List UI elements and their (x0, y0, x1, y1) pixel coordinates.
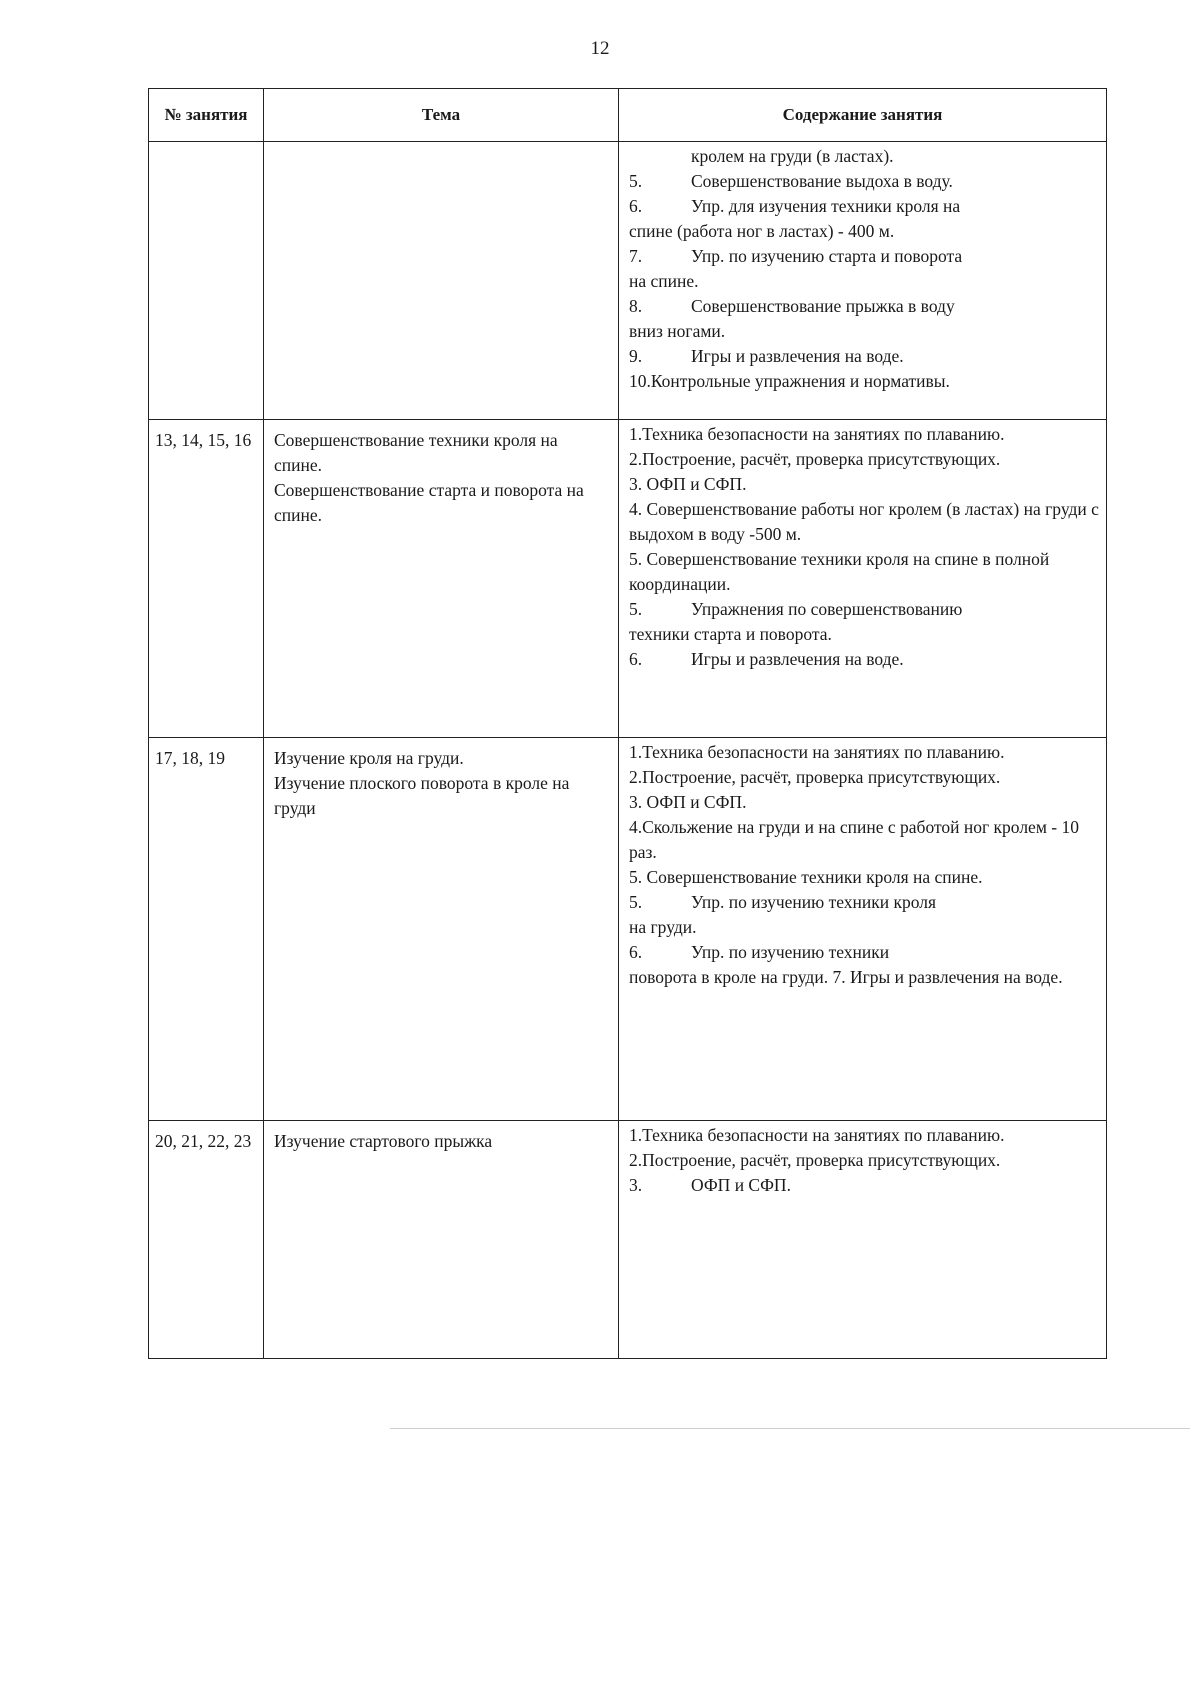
content-line: 1.Техника безопасности на занятиях по плаванию. (629, 424, 1005, 444)
content-line: на груди. (629, 917, 697, 937)
lesson-number-cell: 17, 18, 19 (149, 738, 264, 1121)
content-line: спине (работа ног в ластах) - 400 м. (629, 221, 895, 241)
content-line: 5. Совершенствование выдоха в воду. (629, 171, 953, 191)
content-line: 3. ОФП и СФП. (629, 474, 747, 494)
content-line: 1.Техника безопасности на занятиях по плаванию. (629, 1125, 1005, 1145)
table-row (149, 738, 1107, 1121)
content-line: 4.Скольжение на груди и на спине с работой ног кролем - 10 раз. (629, 817, 1079, 862)
theme-line: Изучение плоского поворота в кроле на груди (274, 773, 570, 818)
content-line: кролем на груди (в ластах). (691, 146, 894, 166)
content-line: 9. Игры и развлечения на воде. (629, 346, 904, 366)
scan-artifact-line (390, 1428, 1190, 1429)
theme-line: Изучение кроля на груди. (274, 748, 464, 768)
content-line: 5. Упр. по изучению техники кроля (629, 892, 937, 912)
content-line: 5. Совершенствование техники кроля на спине. (629, 867, 983, 887)
content-line: вниз ногами. (629, 321, 726, 341)
content-line: 8. Совершенствование прыжка в воду (629, 296, 955, 316)
header-content: Содержание занятия (619, 89, 1107, 142)
content-cell (619, 142, 1107, 420)
theme-line: Совершенствование старта и поворота на спине. (274, 480, 584, 525)
theme-line: Изучение стартового прыжка (274, 1131, 493, 1151)
content-line: 10.Контрольные упражнения и нормативы. (629, 371, 950, 391)
content-line: 1.Техника безопасности на занятиях по плаванию. (629, 742, 1005, 762)
header-lesson-number: № занятия (149, 89, 264, 142)
table-row (149, 1121, 1107, 1359)
lesson-number-cell: 20, 21, 22, 23 (149, 1121, 264, 1359)
lesson-plan-table (148, 88, 1107, 1359)
content-line: 2.Построение, расчёт, проверка присутствующих. (629, 449, 1001, 469)
page-number: 12 (590, 38, 610, 59)
content-line: 2.Построение, расчёт, проверка присутствующих. (629, 1150, 1001, 1170)
content-line: 3. ОФП и СФП. (629, 1175, 791, 1195)
content-line: 5. Упражнения по совершенствованию (629, 599, 963, 619)
content-line: 2.Построение, расчёт, проверка присутствующих. (629, 767, 1001, 787)
lesson-number-cell (149, 142, 264, 420)
content-line: поворота в кроле на груди. 7. Игры и развлечения на воде. (629, 967, 1063, 987)
lesson-number-cell: 13, 14, 15, 16 (149, 420, 264, 738)
content-cell (619, 1121, 1107, 1359)
theme-cell (264, 142, 619, 420)
theme-cell (264, 1121, 619, 1359)
content-cell (619, 420, 1107, 738)
table-row (149, 420, 1107, 738)
content-line: 7. Упр. по изучению старта и поворота (629, 246, 963, 266)
table-header-row (149, 89, 1107, 142)
theme-cell (264, 738, 619, 1121)
table-row (149, 142, 1107, 420)
content-line: 6. Упр. для изучения техники кроля на (629, 196, 961, 216)
content-line: 3. ОФП и СФП. (629, 792, 747, 812)
content-line: на спине. (629, 271, 699, 291)
content-line: 6. Игры и развлечения на воде. (629, 649, 904, 669)
content-line: 4. Совершенствование работы ног кролем (в ластах) на груди с выдохом в воду -500 м. (629, 499, 1099, 544)
content-line: техники старта и поворота. (629, 624, 832, 644)
theme-line: Совершенствование техники кроля на спине. (274, 430, 558, 475)
content-line: 5. Совершенствование техники кроля на спине в полной координации. (629, 549, 1050, 594)
theme-cell (264, 420, 619, 738)
content-cell (619, 738, 1107, 1121)
header-theme: Тема (264, 89, 619, 142)
content-line: 6. Упр. по изучению техники (629, 942, 890, 962)
